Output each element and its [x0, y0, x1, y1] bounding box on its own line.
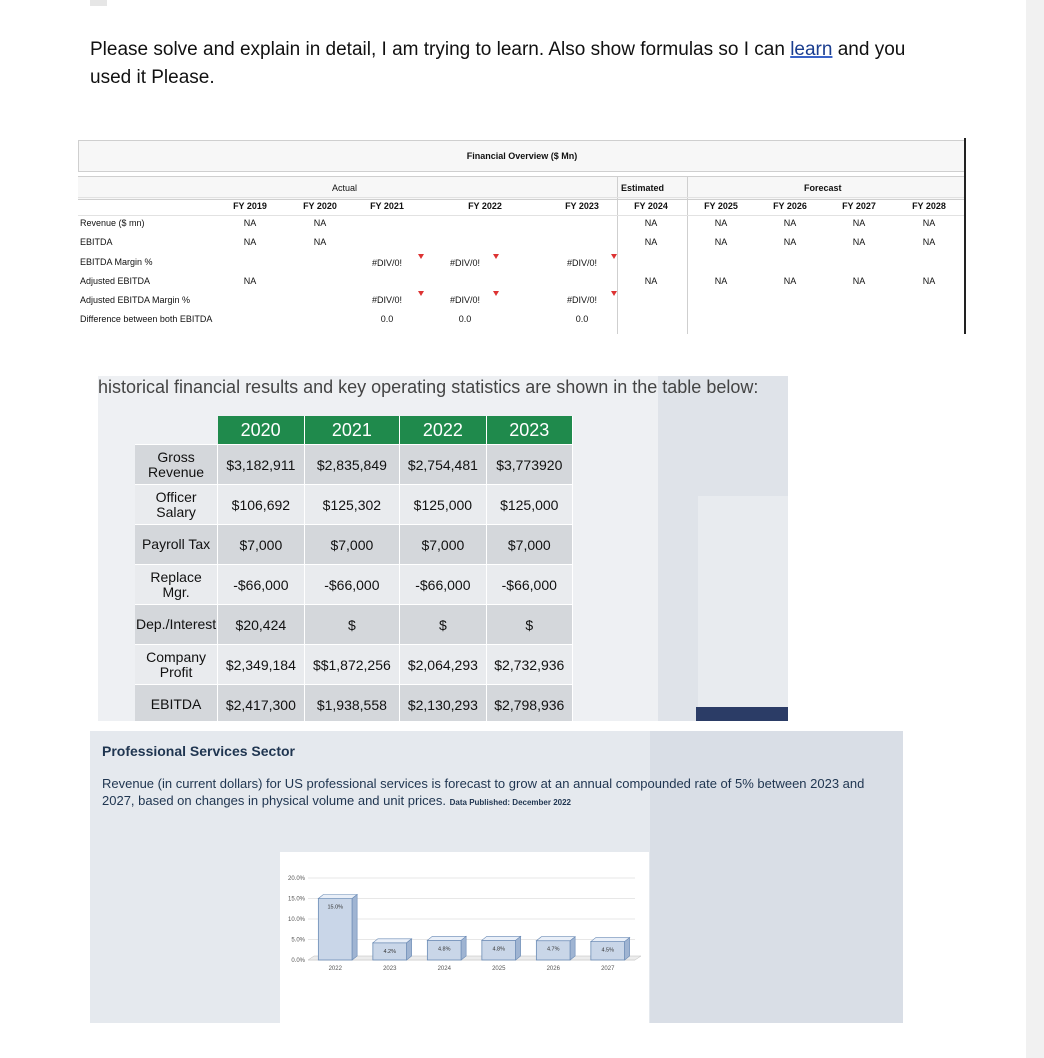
year-header: FY 2027	[842, 201, 876, 211]
year-header: 2021	[304, 416, 400, 445]
year-header: 2022	[400, 416, 486, 445]
table-cell: $3,182,911	[218, 445, 304, 485]
table-cell: -$66,000	[304, 565, 400, 605]
comment-marker	[418, 291, 424, 296]
year-header: FY 2023	[565, 201, 599, 211]
top-marker	[90, 0, 107, 6]
year-header: 2023	[486, 416, 572, 445]
cell: NA	[783, 276, 797, 286]
data-label: 4.2%	[383, 948, 397, 955]
table-cell: $2,732,936	[486, 645, 572, 685]
data-label: 4.8%	[492, 946, 506, 953]
bar-side	[352, 895, 357, 961]
financial-title-row	[78, 140, 966, 172]
table-cell: $2,417,300	[218, 685, 304, 722]
row-label: EBITDA Margin %	[80, 257, 153, 267]
group-actual: Actual	[332, 183, 358, 193]
financial-overview-table	[78, 138, 966, 334]
row-label: Difference between both EBITDA	[80, 314, 213, 324]
growth-bar-chart	[280, 852, 649, 1023]
cell: NA	[922, 276, 936, 286]
table-row	[135, 565, 573, 605]
table-cell: $7,000	[304, 525, 400, 565]
table-row	[135, 525, 573, 565]
comment-marker	[493, 254, 499, 259]
cell: NA	[243, 276, 257, 286]
table-cell: $106,692	[218, 485, 304, 525]
table-cell: $2,064,293	[400, 645, 486, 685]
year-header: FY 2021	[370, 201, 404, 211]
row-label: Officer Salary	[135, 485, 218, 525]
cell: NA	[243, 237, 257, 247]
year-header: FY 2020	[303, 201, 337, 211]
row-label: Replace Mgr.	[135, 565, 218, 605]
cell: NA	[714, 276, 728, 286]
cell: NA	[922, 237, 936, 247]
comment-marker	[611, 254, 617, 259]
year-header: FY 2022	[468, 201, 502, 211]
navy-bar	[696, 707, 788, 721]
historical-results-image	[98, 376, 788, 721]
year-header: 2020	[218, 416, 304, 445]
table-row	[135, 485, 573, 525]
bar-side	[625, 938, 630, 960]
learn-link[interactable]: learn	[790, 39, 833, 60]
y-tick-label: 10.0%	[287, 917, 305, 923]
cell: NA	[644, 237, 658, 247]
table-cell: -$66,000	[400, 565, 486, 605]
year-header: FY 2024	[634, 201, 668, 211]
cell: NA	[852, 237, 866, 247]
table-cell: $2,130,293	[400, 685, 486, 722]
table-cell: $	[304, 605, 400, 645]
cell: NA	[783, 237, 797, 247]
row-label: Adjusted EBITDA	[80, 276, 151, 286]
cell-error: #DIV/0!	[449, 258, 481, 268]
table-cell: $125,000	[400, 485, 486, 525]
table-cell: -$66,000	[218, 565, 304, 605]
y-tick-label: 5.0%	[291, 937, 305, 944]
historical-table	[135, 416, 573, 721]
table-cell: $125,302	[304, 485, 400, 525]
cell-error: #DIV/0!	[371, 295, 403, 305]
x-tick-label: 2024	[437, 966, 451, 972]
bar-side	[461, 936, 466, 960]
cell: NA	[313, 218, 327, 228]
row-label: Gross Revenue	[135, 445, 218, 485]
row-label: Revenue ($ mn)	[80, 218, 145, 228]
table-cell: $3,773920	[486, 445, 572, 485]
data-label: 15.0%	[327, 904, 344, 911]
x-tick-label: 2022	[328, 966, 342, 972]
cell-error: #DIV/0!	[566, 258, 598, 268]
cell: NA	[783, 218, 797, 228]
right-gutter	[1026, 0, 1044, 1058]
x-tick-label: 2025	[492, 966, 506, 972]
comment-marker	[611, 291, 617, 296]
row-label: Payroll Tax	[135, 525, 218, 565]
y-tick-label: 0.0%	[291, 958, 305, 964]
table-cell: $2,835,849	[304, 445, 400, 485]
cell: NA	[644, 218, 658, 228]
data-label: 4.5%	[601, 947, 615, 954]
year-header: FY 2019	[233, 201, 267, 211]
year-header: FY 2026	[773, 201, 807, 211]
row-label: Adjusted EBITDA Margin %	[80, 295, 191, 305]
comment-marker	[493, 291, 499, 296]
bar-top	[591, 938, 630, 942]
cell-error: #DIV/0!	[449, 295, 481, 305]
x-tick-label: 2026	[546, 966, 560, 972]
cell: NA	[644, 276, 658, 286]
bar-side	[516, 936, 521, 960]
table-cell: $7,000	[486, 525, 572, 565]
bar-top	[536, 937, 575, 941]
comment-marker	[418, 254, 424, 259]
year-header: FY 2025	[704, 201, 738, 211]
bar-side	[570, 937, 575, 960]
table-cell: $2,349,184	[218, 645, 304, 685]
table-cell: -$66,000	[486, 565, 572, 605]
bar-top	[318, 895, 357, 899]
cell: NA	[852, 276, 866, 286]
data-label: 4.8%	[437, 946, 451, 953]
table-cell: $2,754,481	[400, 445, 486, 485]
cell: NA	[714, 237, 728, 247]
x-tick-label: 2023	[383, 966, 397, 972]
table-row	[135, 445, 573, 485]
group-forecast: Forecast	[804, 183, 842, 193]
cell: NA	[243, 218, 257, 228]
cell: NA	[922, 218, 936, 228]
cell-error: #DIV/0!	[566, 295, 598, 305]
group-estimated: Estimated	[621, 183, 665, 193]
table-cell: $$1,872,256	[304, 645, 400, 685]
cell: 0.0	[575, 314, 589, 324]
cell: NA	[852, 218, 866, 228]
row-label: Dep./Interest	[135, 605, 218, 645]
section-text: Revenue (in current dollars) for US professional services is forecast to grow at an annual compounded rate of 5% between 2023 and 2027, based on changes in physical volume and unit prices. Data Published: December 2022	[102, 776, 865, 808]
y-tick-label: 20.0%	[287, 876, 305, 882]
section-title: Professional Services Sector	[102, 743, 295, 759]
table-row	[135, 605, 573, 645]
growth-chart	[280, 852, 649, 1023]
data-label: 4.7%	[546, 946, 560, 953]
bar-top	[482, 936, 521, 940]
cell: 0.0	[380, 314, 394, 324]
bar-top	[427, 936, 466, 940]
table-cell: $7,000	[218, 525, 304, 565]
row-label: EBITDA	[135, 685, 218, 722]
table-row	[135, 685, 573, 722]
row-label: Company Profit	[135, 645, 218, 685]
table-cell: $2,798,936	[486, 685, 572, 722]
bar-top	[373, 939, 412, 943]
cell: NA	[714, 218, 728, 228]
professional-services-image	[90, 731, 903, 1023]
table-cell: $20,424	[218, 605, 304, 645]
cell: 0.0	[458, 314, 472, 324]
historical-caption: historical financial results and key operating statistics are shown in the table below:	[98, 377, 759, 397]
table-cell: $	[400, 605, 486, 645]
table-cell: $7,000	[400, 525, 486, 565]
financial-title: Financial Overview ($ Mn)	[466, 151, 578, 161]
table-right-border	[964, 138, 966, 334]
table-cell: $1,938,558	[304, 685, 400, 722]
question-text: Please solve and explain in detail, I am trying to learn. Also show formulas so I can learn and you used it Please.	[90, 39, 906, 88]
year-header: FY 2028	[912, 201, 946, 211]
bar-side	[407, 939, 412, 960]
cell-error: #DIV/0!	[371, 258, 403, 268]
x-tick-label: 2027	[601, 966, 615, 972]
table-row	[135, 645, 573, 685]
table-cell: $	[486, 605, 572, 645]
table-cell: $125,000	[486, 485, 572, 525]
published-note: Data Published: December 2022	[449, 798, 572, 807]
y-tick-label: 15.0%	[287, 896, 305, 903]
cell: NA	[313, 237, 327, 247]
row-label: EBITDA	[80, 237, 113, 247]
